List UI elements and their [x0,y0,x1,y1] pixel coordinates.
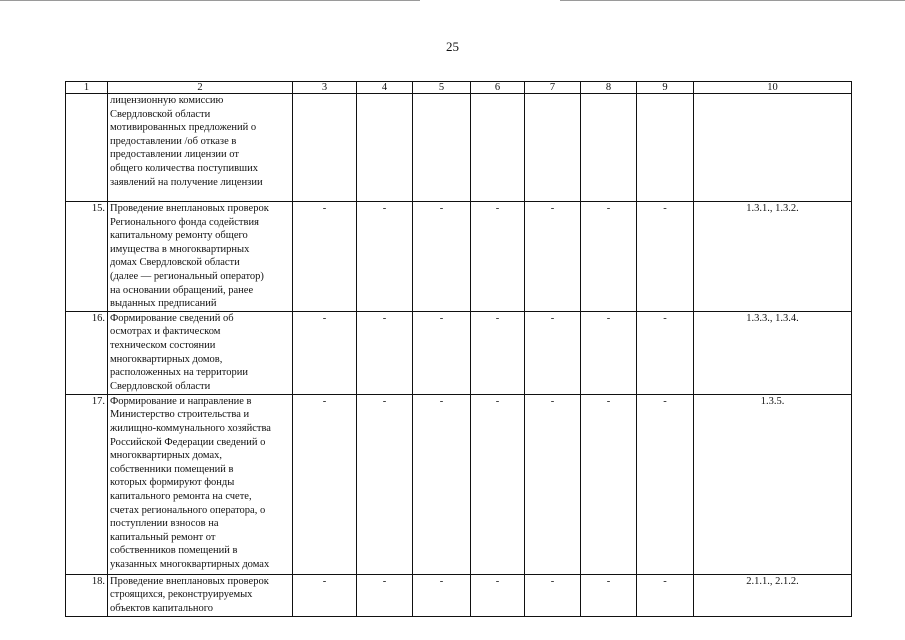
cell-col5 [413,94,471,202]
plan-table [65,81,852,617]
cell-col8 [581,94,637,202]
row-reference: 1.3.5. [694,394,852,574]
cell-col4: - [357,311,413,394]
cell-col7: - [525,202,581,312]
table-row [66,394,852,574]
cell-col8: - [581,574,637,616]
table-row [66,202,852,312]
table-header-row [66,82,852,94]
cell-col3: - [293,394,357,574]
cell-col7: - [525,311,581,394]
cell-col6 [471,94,525,202]
cell-col5: - [413,394,471,574]
column-header: 1 [66,82,108,94]
cell-col7: - [525,574,581,616]
row-description: Проведение внеплановых проверок Регионального фонда содействия капитальному ремонту общего имущества в многоквартирных домах Свердловской области (далее — региональный оператор) на основании обращений, ранее выданных предписаний [108,202,293,312]
cell-col8: - [581,394,637,574]
cell-col4: - [357,574,413,616]
cell-col9: - [637,574,694,616]
cell-col4: - [357,394,413,574]
column-header: 4 [357,82,413,94]
cell-col5: - [413,202,471,312]
row-number: 15. [66,202,108,312]
column-header: 2 [108,82,293,94]
page-number: 25 [446,39,459,54]
cell-col3 [293,94,357,202]
row-reference: 1.3.1., 1.3.2. [694,202,852,312]
cell-col6: - [471,394,525,574]
row-number: 18. [66,574,108,616]
cell-col4: - [357,202,413,312]
column-header: 5 [413,82,471,94]
row-reference: 2.1.1., 2.1.2. [694,574,852,616]
column-header: 6 [471,82,525,94]
column-header: 10 [694,82,852,94]
cell-col7 [525,94,581,202]
cell-col9: - [637,394,694,574]
cell-col6: - [471,311,525,394]
cell-col3: - [293,574,357,616]
cell-col6: - [471,574,525,616]
column-header: 8 [581,82,637,94]
cell-col8: - [581,202,637,312]
column-header: 7 [525,82,581,94]
row-description: Проведение внеплановых проверок строящихся, реконструируемых объектов капитального [108,574,293,616]
cell-col5: - [413,574,471,616]
cell-col3: - [293,202,357,312]
column-header: 3 [293,82,357,94]
row-number: 17. [66,394,108,574]
cell-col7: - [525,394,581,574]
cell-col4 [357,94,413,202]
cell-col9 [637,94,694,202]
table-row [66,94,852,202]
row-description: лицензионную комиссию Свердловской области мотивированных предложений о предоставлении /об отказе в предоставлении лицензии от общего количества поступивших заявлений на получение лицензии [108,94,293,202]
cell-col6: - [471,202,525,312]
row-number [66,94,108,202]
row-reference [694,94,852,202]
cell-col5: - [413,311,471,394]
scan-edge-line-right [560,0,905,1]
cell-col8: - [581,311,637,394]
row-description: Формирование и направление в Министерство строительства и жилищно-коммунального хозяйства Российской Федерации сведений о многоквартирных домах, собственники помещений в которых формируют фонды капитального ремонта на счете, счетах регионального оператора, о поступлении взносов на капитальный ремонт от собственников помещений в указанных многоквартирных домах [108,394,293,574]
table-row [66,574,852,616]
row-description: Формирование сведений об осмотрах и фактическом техническом состоянии многоквартирных домов, расположенных на территории Свердловской области [108,311,293,394]
table-row [66,311,852,394]
row-reference: 1.3.3., 1.3.4. [694,311,852,394]
column-header: 9 [637,82,694,94]
cell-col9: - [637,311,694,394]
cell-col9: - [637,202,694,312]
scan-edge-line-left [0,0,420,1]
cell-col3: - [293,311,357,394]
row-number: 16. [66,311,108,394]
